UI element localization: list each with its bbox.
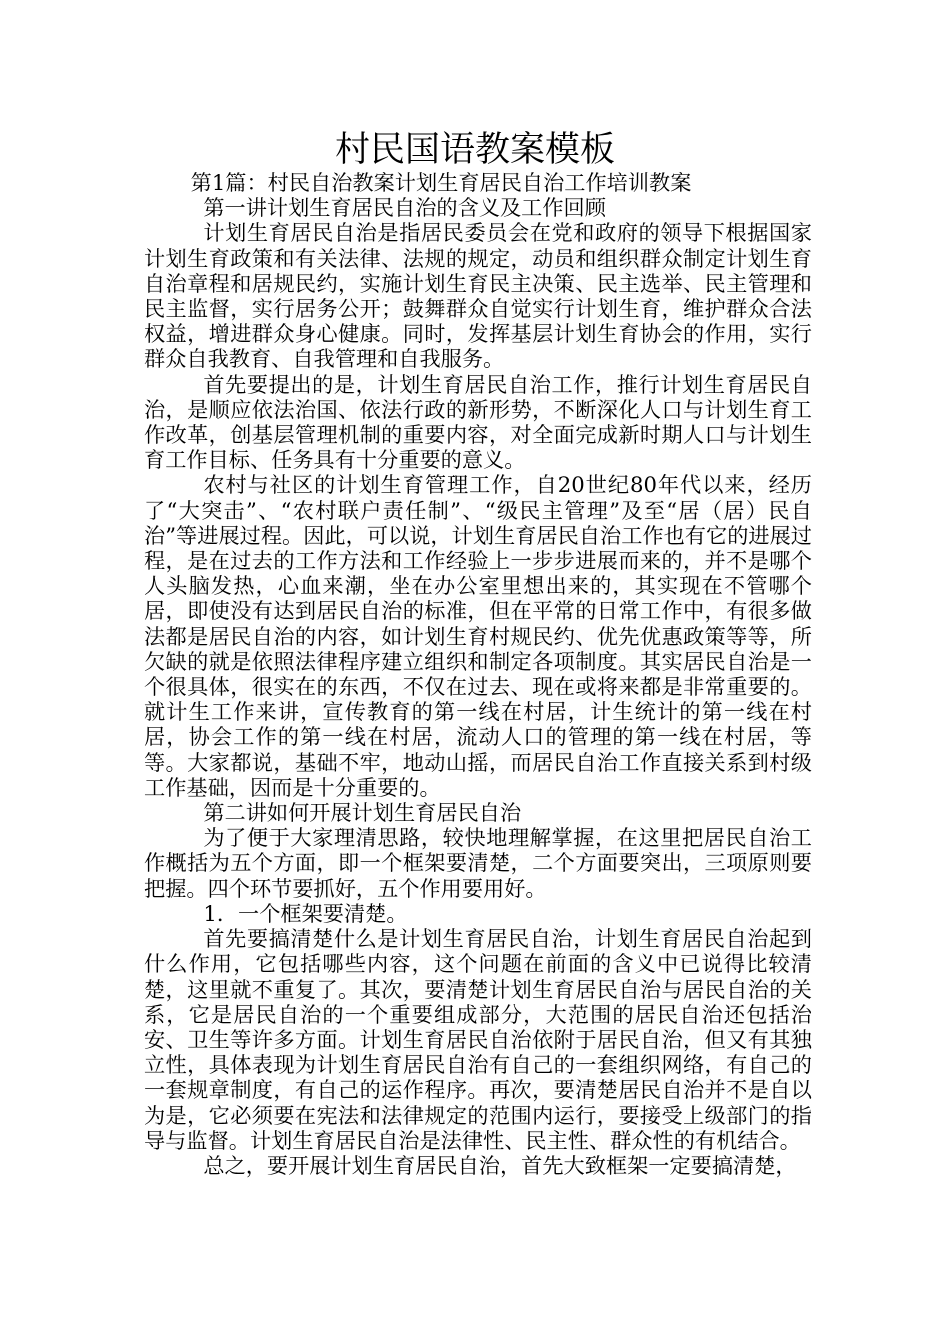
body-paragraph: 总之，要开展计划生育居民自治，首先大致框架一定要搞清楚， xyxy=(203,1152,797,1178)
body-paragraph: 农村与社区的计划生育管理工作，自20世纪80年代以来，经历了“大突击”、“农村联户责任制”、“级民主管理”及至“居（居）民自治”等进展过程。因此，可以说，计划生育居民自治工作也有它的进展过程，是在过去的工作方法和工作经验上一步步进展而来的，并不是哪个人头脑发热，心血来潮，坐在办公室里想出来的，其实现在不管哪个居，即使没有达到居民自治的标准，但在平常的日常工作中，有很多做法都是居民自治的内容，如计划生育村规民约、优先优惠政策等等，所欠缺的就是依照法律程序建立组织和制定各项制度。其实居民自治是一个很具体，很实在的东西，不仅在过去、现在或将来都是非常重要的。就计生工作来讲，宣传教育的第一线在村居，计生统计的第一线在村居，协会工作的第一线在村居，流动人口的管理的第一线在村居，等等。大家都说，基础不牢，地动山摇，而居民自治工作直接关系到村级工作基础，因而是十分重要的。 xyxy=(144,472,812,800)
document-title: 村民国语教案模板 xyxy=(334,130,615,170)
body-paragraph: 第一讲计划生育居民自治的含义及工作回顾 xyxy=(203,195,606,221)
body-paragraph: 第二讲如何开展计划生育居民自治 xyxy=(203,800,522,826)
document-subtitle: 第1篇：村民自治教案计划生育居民自治工作培训教案 xyxy=(190,170,692,195)
document-body xyxy=(144,170,812,1178)
body-paragraph: 为了便于大家理清思路，较快地理解掌握，在这里把居民自治工作概括为五个方面，即一个框架要清楚，二个方面要突出，三项原则要把握。四个环节要抓好，五个作用要用好。 xyxy=(144,825,812,901)
body-paragraph: 首先要提出的是，计划生育居民自治工作，推行计划生育居民自治，是顺应依法治国、依法行政的新形势，不断深化人口与计划生育工作改革，创基层管理机制的重要内容，对全面完成新时期人口与计划生育工作目标、任务具有十分重要的意义。 xyxy=(144,371,812,473)
body-paragraph: 1．一个框架要清楚。 xyxy=(203,900,408,926)
body-paragraph: 计划生育居民自治是指居民委员会在党和政府的领导下根据国家计划生育政策和有关法律、法规的规定，动员和组织群众制定计划生育自治章程和居规民约，实施计划生育民主决策、民主选举、民主管理和民主监督，实行居务公开；鼓舞群众自觉实行计划生育，维护群众合法权益，增进群众身心健康。同时，发挥基层计划生育协会的作用，实行群众自我教育、自我管理和自我服务。 xyxy=(144,220,812,372)
body-paragraph: 首先要搞清楚什么是计划生育居民自治，计划生育居民自治起到什么作用，它包括哪些内容，这个问题在前面的含义中已说得比较清楚，这里就不重复了。其次，要清楚计划生育居民自治与居民自治的关系，它是居民自治的一个重要组成部分，大范围的居民自治还包括治安、卫生等许多方面。计划生育居民自治依附于居民自治，但又有其独立性，具体表现为计划生育居民自治有自己的一套组织网络，有自己的一套规章制度，有自己的运作程序。再次，要清楚居民自治并不是自以为是，它必须要在宪法和法律规定的范围内运行，要接受上级部门的指导与监督。计划生育居民自治是法律性、民主性、群众性的有机结合。 xyxy=(144,926,812,1153)
